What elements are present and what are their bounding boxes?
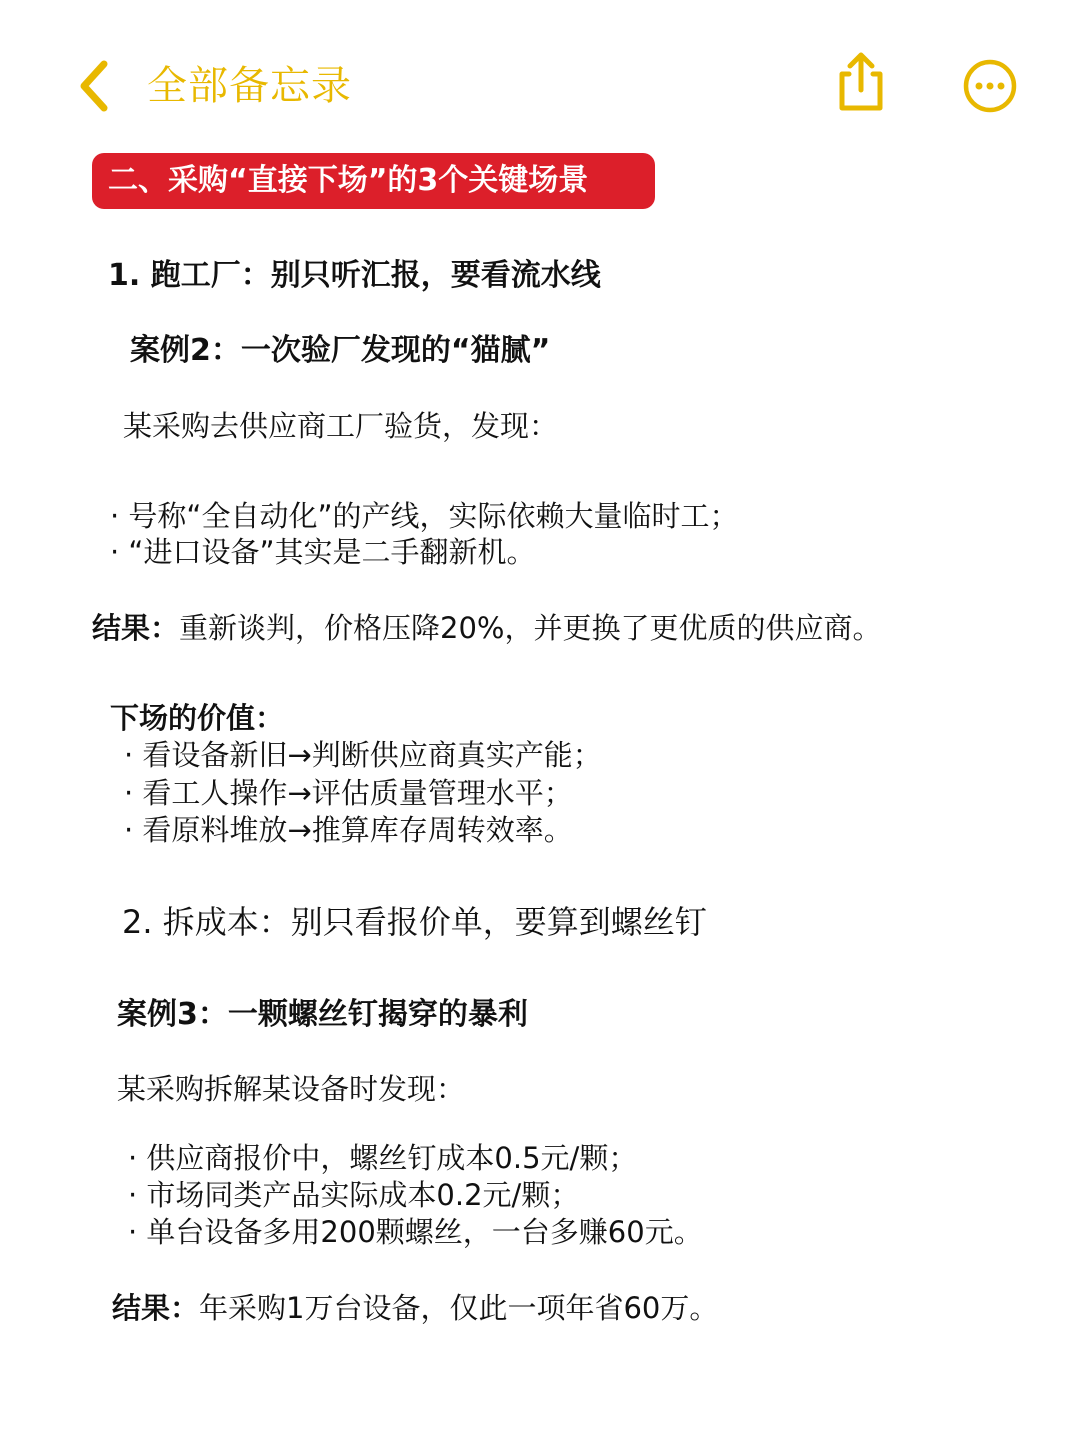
chevron-left-icon (70, 56, 120, 116)
result-label: 结果： (112, 1291, 200, 1325)
section-title-banner: 二、采购“直接下场”的3个关键场景 (92, 153, 655, 209)
scene1-finding-1: · 号称“全自动化”的产线，实际依赖大量临时工； (110, 499, 739, 533)
scene1-finding-2: · “进口设备”其实是二手翻新机。 (110, 535, 536, 569)
scene2-finding-3: · 单台设备多用200颗螺丝，一台多赚60元。 (128, 1215, 703, 1249)
scene2-case-title: 案例3：一颗螺丝钉揭穿的暴利 (117, 997, 528, 1032)
share-button[interactable] (832, 50, 890, 114)
result-text: 年采购1万台设备，仅此一项年省60万。 (199, 1291, 719, 1325)
scene1-case-title: 案例2：一次验厂发现的“猫腻” (130, 333, 551, 368)
scene1-intro: 某采购去供应商工厂验货，发现： (123, 409, 559, 443)
value-item-2: · 看工人操作→评估质量管理水平； (124, 776, 573, 810)
scene2-result (112, 1288, 718, 1328)
scene1-heading: 1. 跑工厂：别只听汇报，要看流水线 (108, 258, 601, 293)
value-item-1: · 看设备新旧→判断供应商真实产能； (124, 738, 602, 772)
value-title: 下场的价值： (110, 701, 285, 735)
back-button[interactable] (70, 56, 120, 116)
scene2-intro: 某采购拆解某设备时发现： (117, 1072, 466, 1106)
back-label[interactable]: 全部备忘录 (147, 63, 352, 109)
result-text: 重新谈判，价格压降20%，并更换了更优质的供应商。 (179, 611, 882, 645)
scene2-finding-1: · 供应商报价中，螺丝钉成本0.5元/颗； (128, 1141, 638, 1175)
result-label: 结果： (92, 611, 180, 645)
more-icon (962, 58, 1018, 114)
scene2-finding-2: · 市场同类产品实际成本0.2元/颗； (128, 1178, 580, 1212)
scene2-heading: 2. 拆成本：别只看报价单，要算到螺丝钉 (122, 903, 707, 941)
scene1-result (92, 608, 881, 648)
share-icon (832, 50, 890, 114)
more-button[interactable] (962, 58, 1018, 114)
value-item-3: · 看原料堆放→推算库存周转效率。 (124, 813, 573, 847)
